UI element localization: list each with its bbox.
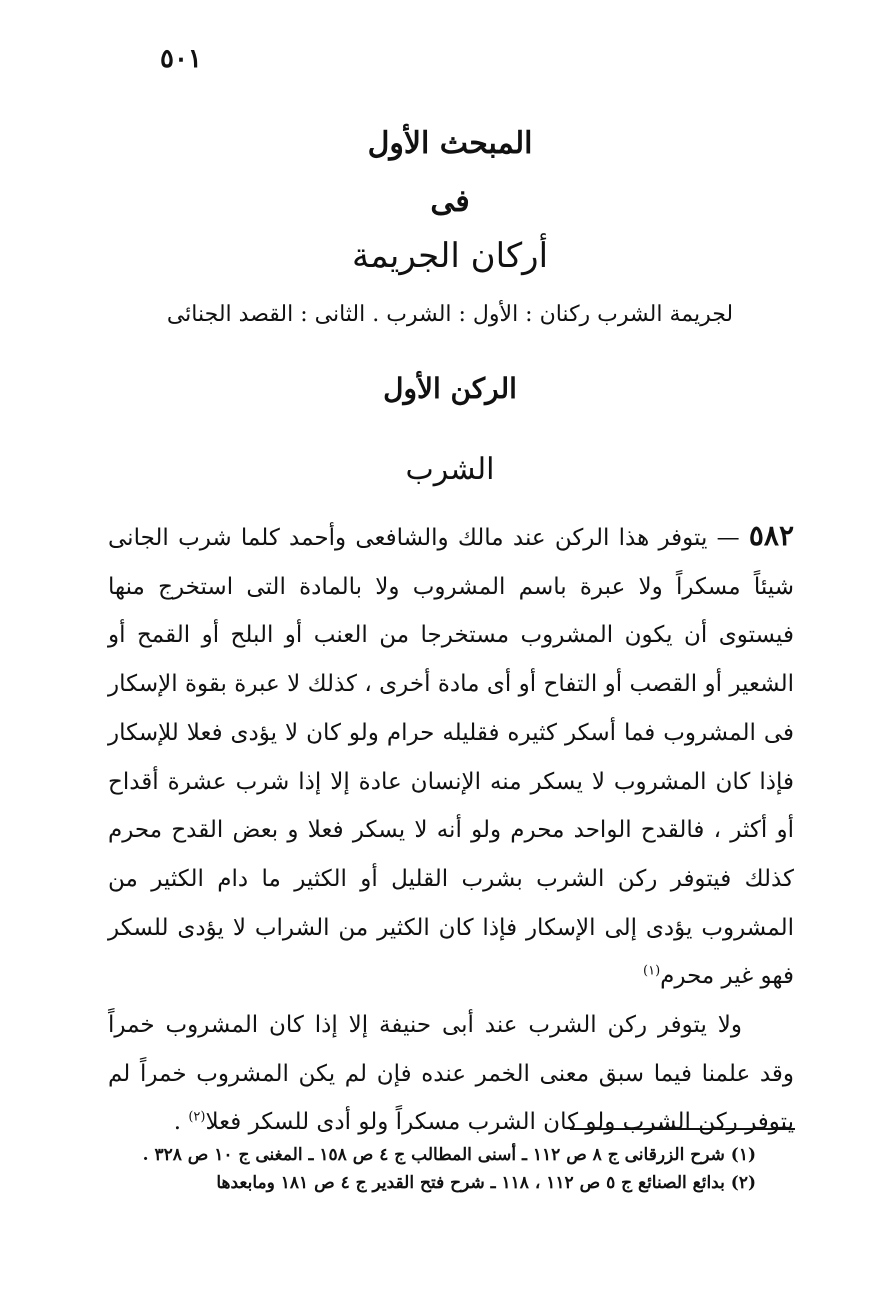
paragraph-2: [108, 1001, 794, 1147]
section-title: أركان الجريمة: [351, 236, 549, 276]
footnotes: [136, 1142, 756, 1198]
section-summary: لجريمة الشرب ركنان : الأول : الشرب . الثانى : القصد الجنائى: [166, 302, 734, 327]
section-connector: فى: [430, 184, 470, 219]
pillar-title: الشرب: [405, 452, 495, 487]
footnote-ref: (٢): [188, 1109, 206, 1125]
footnote-ref: (١): [643, 963, 661, 979]
paragraph-text: — يتوفر هذا الركن عند مالك والشافعى وأحمد كلما شرب الجانى شيئاً مسكراً ولا عبرة باسم المشروب ولا بالمادة التى استخرج منها فيستوى أن يكون المشروب مستخرجا من العنب أو البلح أو القمح أو الشعير أو القصب أو التفاح أو أى مادة أخرى ، كذلك لا عبرة بقوة الإسكار فى المشروب فما أسكر كثيره فقليله حرام ولو كان لا يؤدى فعلا للإسكار فإذا كان المشروب لا يسكر منه الإنسان عادة إلا إذا شرب عشرة أقداح أو أكثر ، فالقدح الواحد محرم ولو أنه لا يسكر فعلا و بعض القدح محرم كذلك فيتوفر ركن الشرب بشرب القليل أو الكثير ما دام الكثير من المشروب يؤدى إلى الإسكار فإذا كان الكثير من الشراب لا يؤدى للسكر فهو غير محرم: [108, 525, 794, 990]
footnote-2: (٢) بدائع الصنائع ج ٥ ص ١١٢ ، ١١٨ ـ شرح فتح القدير ج ٤ ص ١٨١ ومابعدها: [216, 1173, 756, 1193]
page-number: ٥٠١: [160, 44, 202, 74]
paragraph-end: .: [173, 1109, 189, 1136]
paragraph-number: ٥٨٢: [748, 519, 794, 552]
footnote-1: (١) شرح الزرقانى ج ٨ ص ١١٢ ـ أسنى المطالب ج ٤ ص ١٥٨ ـ المغنى ج ١٠ ص ٣٢٨ .: [142, 1145, 756, 1165]
footnote-divider: [570, 1128, 795, 1130]
paragraph-582: [108, 512, 794, 1001]
paragraph-text: ولا يتوفر ركن الشرب عند أبى حنيفة إلا إذا كان المشروب خمراً وقد علمنا فيما سبق معنى الخمر عنده فإن لم يكن المشروب خمراً لم يتوفر ركن الشرب ولو كان الشرب مسكراً ولو أدى للسكر فعلا: [108, 1012, 794, 1136]
body-text: [108, 512, 794, 1147]
pillar-heading: الركن الأول: [383, 372, 517, 405]
section-heading: المبحث الأول: [367, 126, 533, 161]
